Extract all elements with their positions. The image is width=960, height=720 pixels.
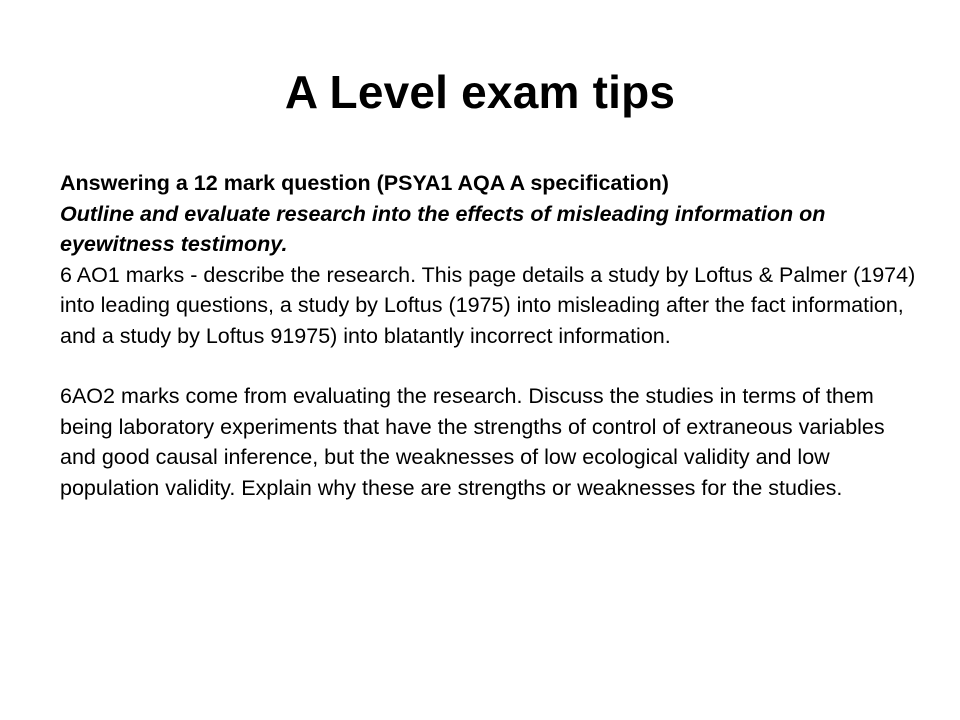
- exam-question: Outline and evaluate research into the effects of misleading information on eyewitness testimony.: [60, 201, 826, 256]
- slide-title: A Level exam tips: [284, 66, 676, 118]
- ao2-paragraph: 6AO2 marks come from evaluating the research. Discuss the studies in terms of them being laboratory experiments that have the strengths of control of extraneous variables and good causal inference, but the weaknesses of low ecological validity and low population validity. Explain why these are strengths or weaknesses for the studies.: [60, 384, 885, 500]
- question-heading: Answering a 12 mark question (PSYA1 AQA A specification): [60, 171, 669, 195]
- ao1-paragraph: 6 AO1 marks - describe the research. This page details a study by Loftus & Palmer (1974) into leading questions, a study by Loftus (1975) into misleading after the fact information, and a study by Loftus 91975) into blatantly incorrect information.: [60, 262, 916, 348]
- slide-body: [60, 168, 920, 503]
- paragraph-spacer: [60, 351, 920, 381]
